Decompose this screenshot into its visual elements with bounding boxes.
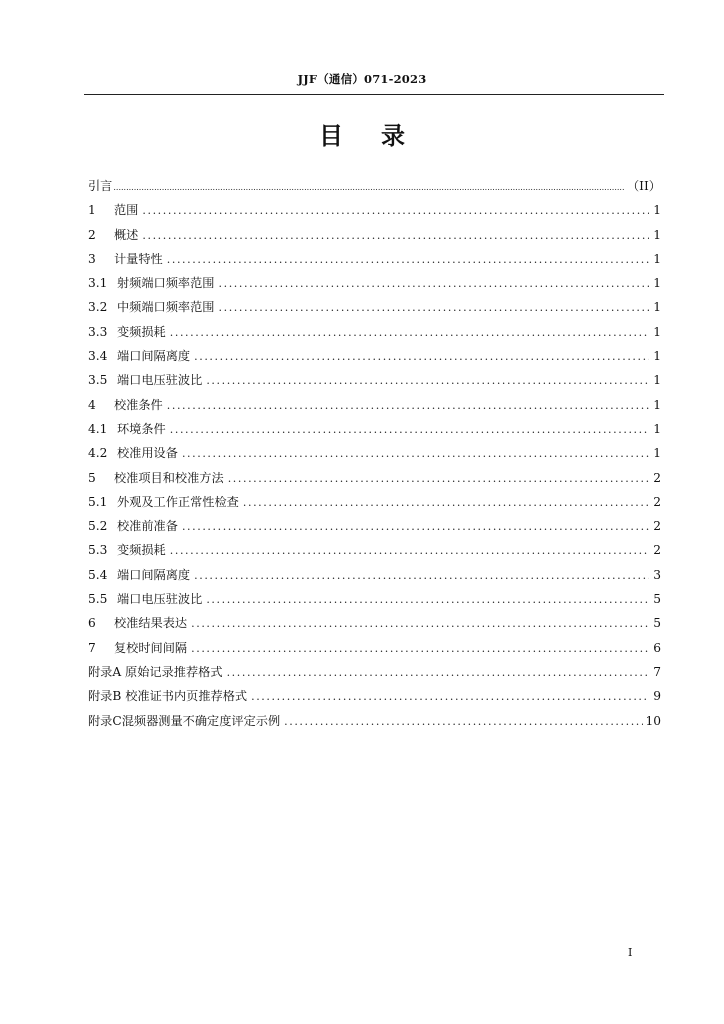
toc-dot-leader [251,685,649,708]
toc-entry-label: 变频损耗 [117,543,166,558]
toc-dot-leader [228,467,649,490]
toc-entry-number: 7 [88,640,96,655]
toc-entry-label: 引言 [88,179,113,193]
toc-entry[interactable] [88,611,661,635]
toc-entry-label: 校准前准备 [117,519,178,534]
footer-page-number: I [628,946,633,959]
toc-entry-number: 3.5 [88,373,108,388]
toc-entry[interactable] [88,223,661,247]
toc-entry-page: 1 [653,324,661,339]
toc-entry-label: 外观及工作正常性检查 [117,494,239,509]
toc-dot-leader [191,612,649,635]
toc-entry[interactable] [88,490,661,514]
toc-entry[interactable] [88,295,661,319]
toc-dot-leader [206,369,649,392]
toc-dot-leader [170,418,649,441]
toc-entry-page: 1 [653,276,661,291]
toc-dot-leader [227,661,649,684]
toc-entry[interactable] [88,271,661,295]
toc-dot-leader [206,588,649,611]
toc-entry-page: 1 [653,251,661,266]
toc-dot-leader [142,224,649,247]
toc-entry-page: （II） [626,179,661,193]
toc-entry-label: 环境条件 [117,421,166,436]
toc-entry-label: 校准项目和校准方法 [114,470,224,485]
toc-entry-page: 2 [653,543,661,558]
toc-entry-number: 5.4 [88,567,108,582]
toc-entry-page: 1 [653,203,661,218]
toc-dot-leader [182,442,649,465]
toc-entry-label: 变频损耗 [117,324,166,339]
toc-entry-number: 5 [88,470,96,485]
toc-dot-leader [194,564,649,587]
title-char-2: 录 [381,122,405,150]
toc-entry-page: 1 [653,421,661,436]
toc-entry-page: 9 [653,689,661,704]
toc-entry-label: 中频端口频率范围 [117,300,215,315]
toc-entry[interactable] [88,247,661,271]
toc-entry-number: 5.1 [88,494,108,509]
toc-entry-label: 校准条件 [114,397,163,412]
toc-dot-leader [219,296,650,319]
toc-entry-number: 4 [88,397,96,412]
toc-entry-number: 3.1 [88,276,108,291]
toc-entry-label: 校准结果表达 [114,616,188,631]
toc-entry-number: 5.2 [88,519,108,534]
toc-entry-number: 3.4 [88,349,108,364]
toc-entry-page: 2 [653,494,661,509]
header-divider [84,94,664,95]
toc-entry-number: 1 [88,203,96,218]
toc-dot-leader [182,515,649,538]
toc-entry-number: 4.2 [88,446,108,461]
toc-entry-page: 10 [645,713,661,728]
toc-entry-number: 3 [88,251,96,266]
toc-entry-label: 校准用设备 [117,446,178,461]
toc-entry[interactable] [88,660,661,684]
toc-entry-page: 7 [653,664,661,679]
toc-entry-page: 1 [653,373,661,388]
toc-entry-page: 2 [653,470,661,485]
toc-entry[interactable] [88,636,661,660]
toc-entry-page: 1 [653,227,661,242]
toc-entry[interactable] [88,563,661,587]
toc-dot-leader [243,491,649,514]
toc-entry-page: 3 [653,567,661,582]
toc-entry[interactable] [88,514,661,538]
toc-dot-leader [191,637,649,660]
toc-entry[interactable] [88,198,661,222]
toc-entry-page: 6 [653,640,661,655]
toc-entry-number: 3.2 [88,300,108,315]
title-char-1: 目 [319,122,343,150]
toc-dot-leader [284,710,643,733]
toc-entry-number: 3.3 [88,324,108,339]
toc-dot-leader [113,176,625,198]
toc-entry-label: 端口电压驻波比 [117,592,203,607]
page-title [0,119,724,153]
toc-entry[interactable] [88,538,661,562]
toc-entry[interactable] [88,174,661,198]
toc-dot-leader [170,321,649,344]
toc-dot-leader [142,199,649,222]
toc-entry[interactable] [88,368,661,392]
toc-dot-leader [219,272,650,295]
toc-entry[interactable] [88,587,661,611]
toc-entry[interactable] [88,466,661,490]
table-of-contents [88,174,661,733]
toc-dot-leader [167,248,649,271]
toc-entry-label: 附录B 校准证书内页推荐格式 [88,689,248,704]
toc-entry[interactable] [88,320,661,344]
toc-dot-leader [167,394,649,417]
toc-entry-page: 1 [653,349,661,364]
toc-entry[interactable] [88,417,661,441]
toc-entry-label: 附录C混频器测量不确定度评定示例 [88,713,281,728]
toc-entry-label: 附录A 原始记录推荐格式 [88,664,223,679]
toc-entry-number: 2 [88,227,96,242]
toc-entry-page: 1 [653,300,661,315]
toc-entry[interactable] [88,393,661,417]
toc-entry[interactable] [88,684,661,708]
toc-entry[interactable] [88,344,661,368]
toc-entry-label: 端口电压驻波比 [117,373,203,388]
toc-entry-number: 5.5 [88,592,108,607]
toc-entry-label: 范围 [114,203,139,218]
toc-entry[interactable] [88,709,661,733]
toc-dot-leader [170,539,649,562]
toc-entry-label: 端口间隔离度 [117,349,191,364]
toc-entry-label: 射频端口频率范围 [117,276,215,291]
toc-entry-page: 5 [653,616,661,631]
document-code-header: JJF（通信）071-2023 [297,72,427,86]
toc-entry-number: 6 [88,616,96,631]
toc-entry-label: 端口间隔离度 [117,567,191,582]
toc-dot-leader [194,345,649,368]
toc-entry-page: 1 [653,446,661,461]
toc-entry-page: 2 [653,519,661,534]
toc-entry-page: 1 [653,397,661,412]
toc-entry[interactable] [88,441,661,465]
toc-entry-number: 4.1 [88,421,108,436]
toc-entry-number: 5.3 [88,543,108,558]
toc-entry-page: 5 [653,592,661,607]
toc-entry-label: 概述 [114,227,139,242]
toc-entry-label: 计量特性 [114,251,163,266]
toc-entry-label: 复校时间间隔 [114,640,188,655]
